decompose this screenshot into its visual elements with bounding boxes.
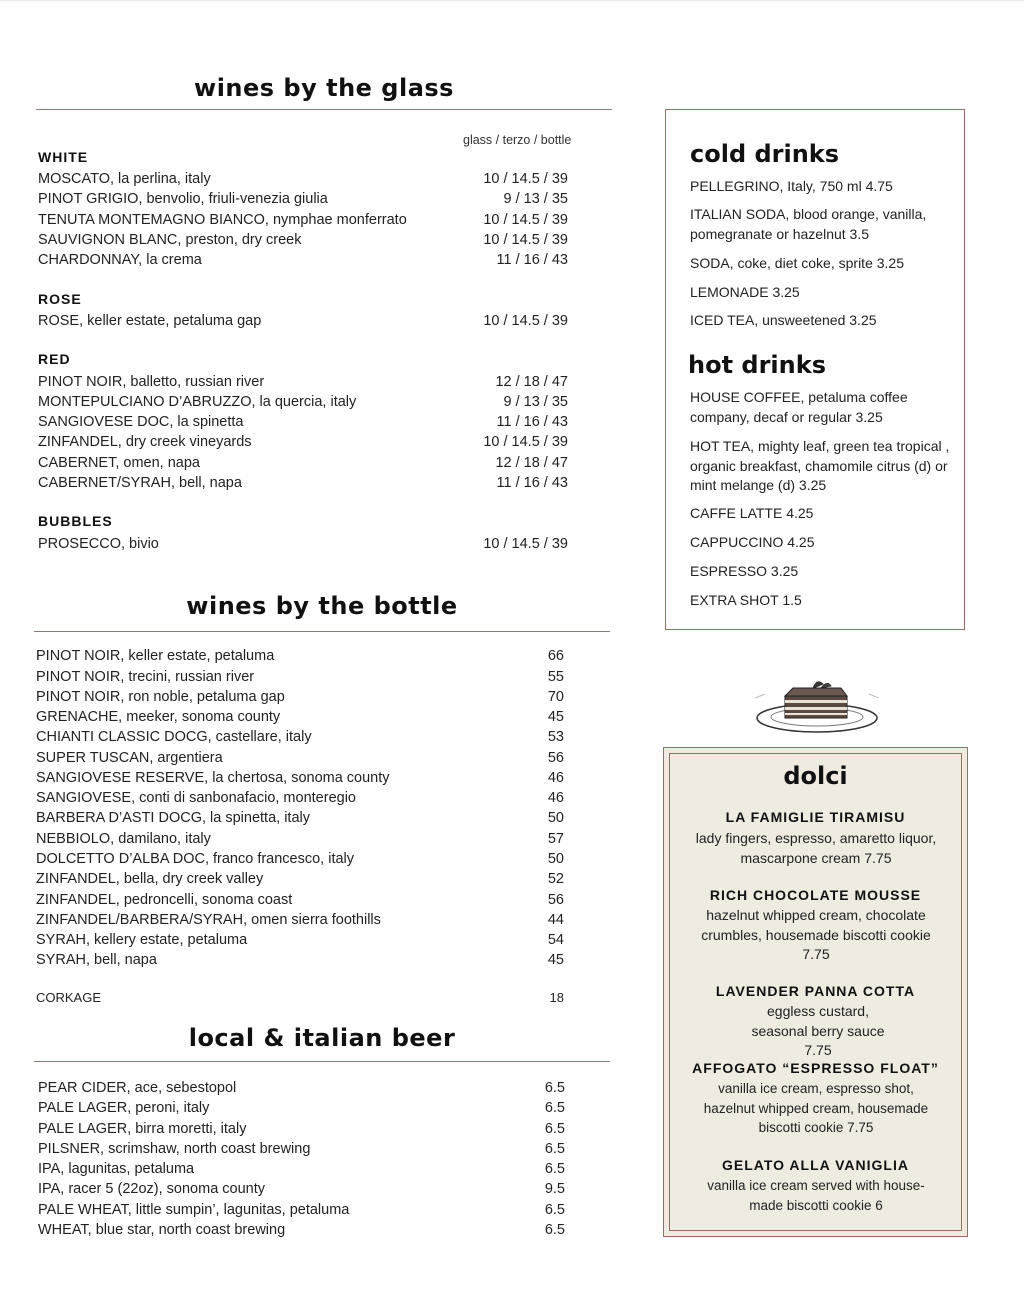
wine-price: 44 (547, 912, 564, 928)
wines-glass-title: wines by the glass (194, 74, 454, 102)
wine-price: 11 / 16 / 43 (496, 414, 568, 430)
wine-price: 10 / 14.5 / 39 (483, 434, 568, 450)
beer-name: WHEAT, blue star, north coast brewing (38, 1222, 286, 1238)
wine-name: CABERNET, omen, napa (38, 455, 200, 471)
drink-item: HOT TEA, mighty leaf, green tea tropical , organic breakfast, chamomile citrus (d) or mint melange (d) 3.25 (690, 438, 950, 493)
wine-price: 54 (547, 932, 564, 948)
beer-name: IPA, racer 5 (22oz), sonoma county (38, 1181, 266, 1197)
wine-name: NEBBIOLO, damilano, italy (36, 831, 211, 847)
wine-price: 50 (547, 851, 564, 867)
beer-price: 6.5 (544, 1202, 565, 1218)
category-rose: ROSE (38, 291, 82, 307)
drink-item: HOUSE COFFEE, petaluma coffee company, decaf or regular 3.25 (690, 389, 908, 425)
wine-name: PINOT GRIGIO, benvolio, friuli-venezia giulia (38, 191, 328, 207)
glass-column-header: glass / terzo / bottle (463, 133, 572, 147)
wine-price: 45 (547, 952, 564, 968)
beer-title: local & italian beer (188, 1024, 456, 1052)
beer-price: 6.5 (544, 1222, 565, 1238)
wine-price: 56 (547, 892, 564, 908)
wine-name: PINOT NOIR, keller estate, petaluma (36, 648, 275, 664)
dessert-desc: lady fingers, espresso, amaretto liquor, mascarpone cream 7.75 (695, 830, 937, 866)
wine-price: 10 / 14.5 / 39 (483, 232, 568, 248)
wine-name: DOLCETTO D’ALBA DOC, franco francesco, italy (36, 851, 355, 867)
dessert-name: LAVENDER PANNA COTTA (715, 983, 916, 999)
beer-price: 9.5 (544, 1181, 565, 1197)
wine-price: 11 / 16 / 43 (496, 252, 568, 268)
dessert-desc: vanilla ice cream, espresso shot, hazelnut whipped cream, housemade biscotti cookie 7.75 (703, 1081, 929, 1135)
wine-price: 10 / 14.5 / 39 (483, 313, 568, 329)
wine-price: 46 (547, 770, 564, 786)
wine-name: CHIANTI CLASSIC DOCG, castellare, italy (36, 729, 312, 745)
wine-price: 12 / 18 / 47 (495, 374, 568, 390)
wine-price: 70 (547, 689, 564, 705)
beer-price: 6.5 (544, 1080, 565, 1096)
wines-bottle-rule (34, 631, 610, 632)
dessert-name: RICH CHOCOLATE MOUSSE (709, 887, 922, 903)
cold-drinks-title: cold drinks (690, 140, 840, 168)
wine-price: 56 (547, 750, 564, 766)
wine-name: SYRAH, bell, napa (36, 952, 157, 968)
category-red: RED (38, 351, 71, 367)
corkage-label: CORKAGE (36, 990, 102, 1005)
drink-item: CAFFE LATTE 4.25 (690, 505, 814, 521)
wine-price: 12 / 18 / 47 (495, 455, 568, 471)
hot-drinks-title: hot drinks (688, 351, 826, 379)
wine-price: 10 / 14.5 / 39 (483, 536, 568, 552)
drink-item: CAPPUCCINO 4.25 (690, 534, 815, 550)
corkage-price: 18 (549, 990, 564, 1005)
drink-item: EXTRA SHOT 1.5 (690, 592, 802, 608)
wine-price: 52 (547, 871, 564, 887)
beer-price: 6.5 (544, 1161, 565, 1177)
wine-name: PINOT NOIR, balletto, russian river (38, 374, 265, 390)
wine-price: 9 / 13 / 35 (503, 394, 568, 410)
dessert-name: LA FAMIGLIE TIRAMISU (725, 809, 906, 825)
wine-name: CHARDONNAY, la crema (38, 252, 202, 268)
wine-price: 57 (547, 831, 564, 847)
wine-name: ZINFANDEL, pedroncelli, sonoma coast (36, 892, 293, 908)
drink-item: LEMONADE 3.25 (690, 284, 800, 300)
beer-price: 6.5 (544, 1141, 565, 1157)
wine-name: PROSECCO, bivio (38, 536, 159, 552)
beer-price: 6.5 (544, 1100, 565, 1116)
dessert-desc: vanilla ice cream served with house-made biscotti cookie 6 (707, 1178, 925, 1213)
wine-name: SUPER TUSCAN, argentiera (36, 750, 223, 766)
wine-name: ZINFANDEL, bella, dry creek valley (36, 871, 264, 887)
wine-name: SANGIOVESE RESERVE, la chertosa, sonoma county (36, 770, 390, 786)
wines-bottle-title: wines by the bottle (186, 592, 458, 620)
cake-slice-icon (755, 672, 879, 738)
wine-name: MOSCATO, la perlina, italy (38, 171, 211, 187)
wine-price: 53 (547, 729, 564, 745)
category-white: WHITE (38, 149, 89, 165)
drink-item: ITALIAN SODA, blood orange, vanilla, pomegranate or hazelnut 3.5 (690, 206, 927, 242)
wine-name: SAUVIGNON BLANC, preston, dry creek (38, 232, 302, 248)
wine-price: 46 (547, 790, 564, 806)
wine-price: 45 (547, 709, 564, 725)
wine-name: GRENACHE, meeker, sonoma county (36, 709, 281, 725)
beer-rule (34, 1061, 610, 1062)
beer-name: PALE LAGER, peroni, italy (38, 1100, 210, 1116)
wine-price: 11 / 16 / 43 (496, 475, 568, 491)
wine-name: SANGIOVESE DOC, la spinetta (38, 414, 244, 430)
wine-name: SYRAH, kellery estate, petaluma (36, 932, 248, 948)
dessert-name: GELATO ALLA VANIGLIA (722, 1157, 909, 1173)
beer-name: PILSNER, scrimshaw, north coast brewing (38, 1141, 311, 1157)
page-top-border (0, 0, 1024, 1)
beer-name: PEAR CIDER, ace, sebestopol (38, 1080, 237, 1096)
beer-price: 6.5 (544, 1121, 565, 1137)
beer-name: PALE WHEAT, little sumpin’, lagunitas, petaluma (38, 1202, 350, 1218)
wine-name: ROSE, keller estate, petaluma gap (38, 313, 262, 329)
beer-name: IPA, lagunitas, petaluma (38, 1161, 195, 1177)
wine-name: MONTEPULCIANO D’ABRUZZO, la quercia, italy (38, 394, 357, 410)
wine-name: ZINFANDEL/BARBERA/SYRAH, omen sierra foothills (36, 912, 381, 928)
drink-item: SODA, coke, diet coke, sprite 3.25 (690, 255, 904, 271)
wines-glass-rule (36, 109, 612, 110)
drink-item: ICED TEA, unsweetened 3.25 (690, 312, 877, 328)
dessert-desc: hazelnut whipped cream, chocolate crumbles, housemade biscotti cookie 7.75 (701, 907, 931, 962)
dessert-desc: eggless custard, seasonal berry sauce 7.75 (751, 1003, 885, 1058)
beer-name: PALE LAGER, birra moretti, italy (38, 1121, 247, 1137)
wine-name: PINOT NOIR, trecini, russian river (36, 669, 255, 685)
drink-item: ESPRESSO 3.25 (690, 563, 799, 579)
wine-name: TENUTA MONTEMAGNO BIANCO, nymphae monferrato (38, 212, 407, 228)
wine-price: 55 (547, 669, 564, 685)
wine-price: 66 (547, 648, 564, 664)
wine-name: SANGIOVESE, conti di sanbonafacio, monteregio (36, 790, 356, 806)
category-bubbles: BUBBLES (38, 513, 113, 529)
wine-name: PINOT NOIR, ron noble, petaluma gap (36, 689, 285, 705)
wine-price: 10 / 14.5 / 39 (483, 212, 568, 228)
drink-item: PELLEGRINO, Italy, 750 ml 4.75 (690, 178, 893, 194)
wine-name: CABERNET/SYRAH, bell, napa (38, 475, 242, 491)
wine-price: 9 / 13 / 35 (503, 191, 568, 207)
wine-price: 10 / 14.5 / 39 (483, 171, 568, 187)
dessert-name: AFFOGATO “ESPRESSO FLOAT” (692, 1060, 939, 1076)
wine-name: ZINFANDEL, dry creek vineyards (38, 434, 252, 450)
dolci-title: dolci (783, 762, 848, 790)
wine-price: 50 (547, 810, 564, 826)
wine-name: BARBERA D’ASTI DOCG, la spinetta, italy (36, 810, 310, 826)
